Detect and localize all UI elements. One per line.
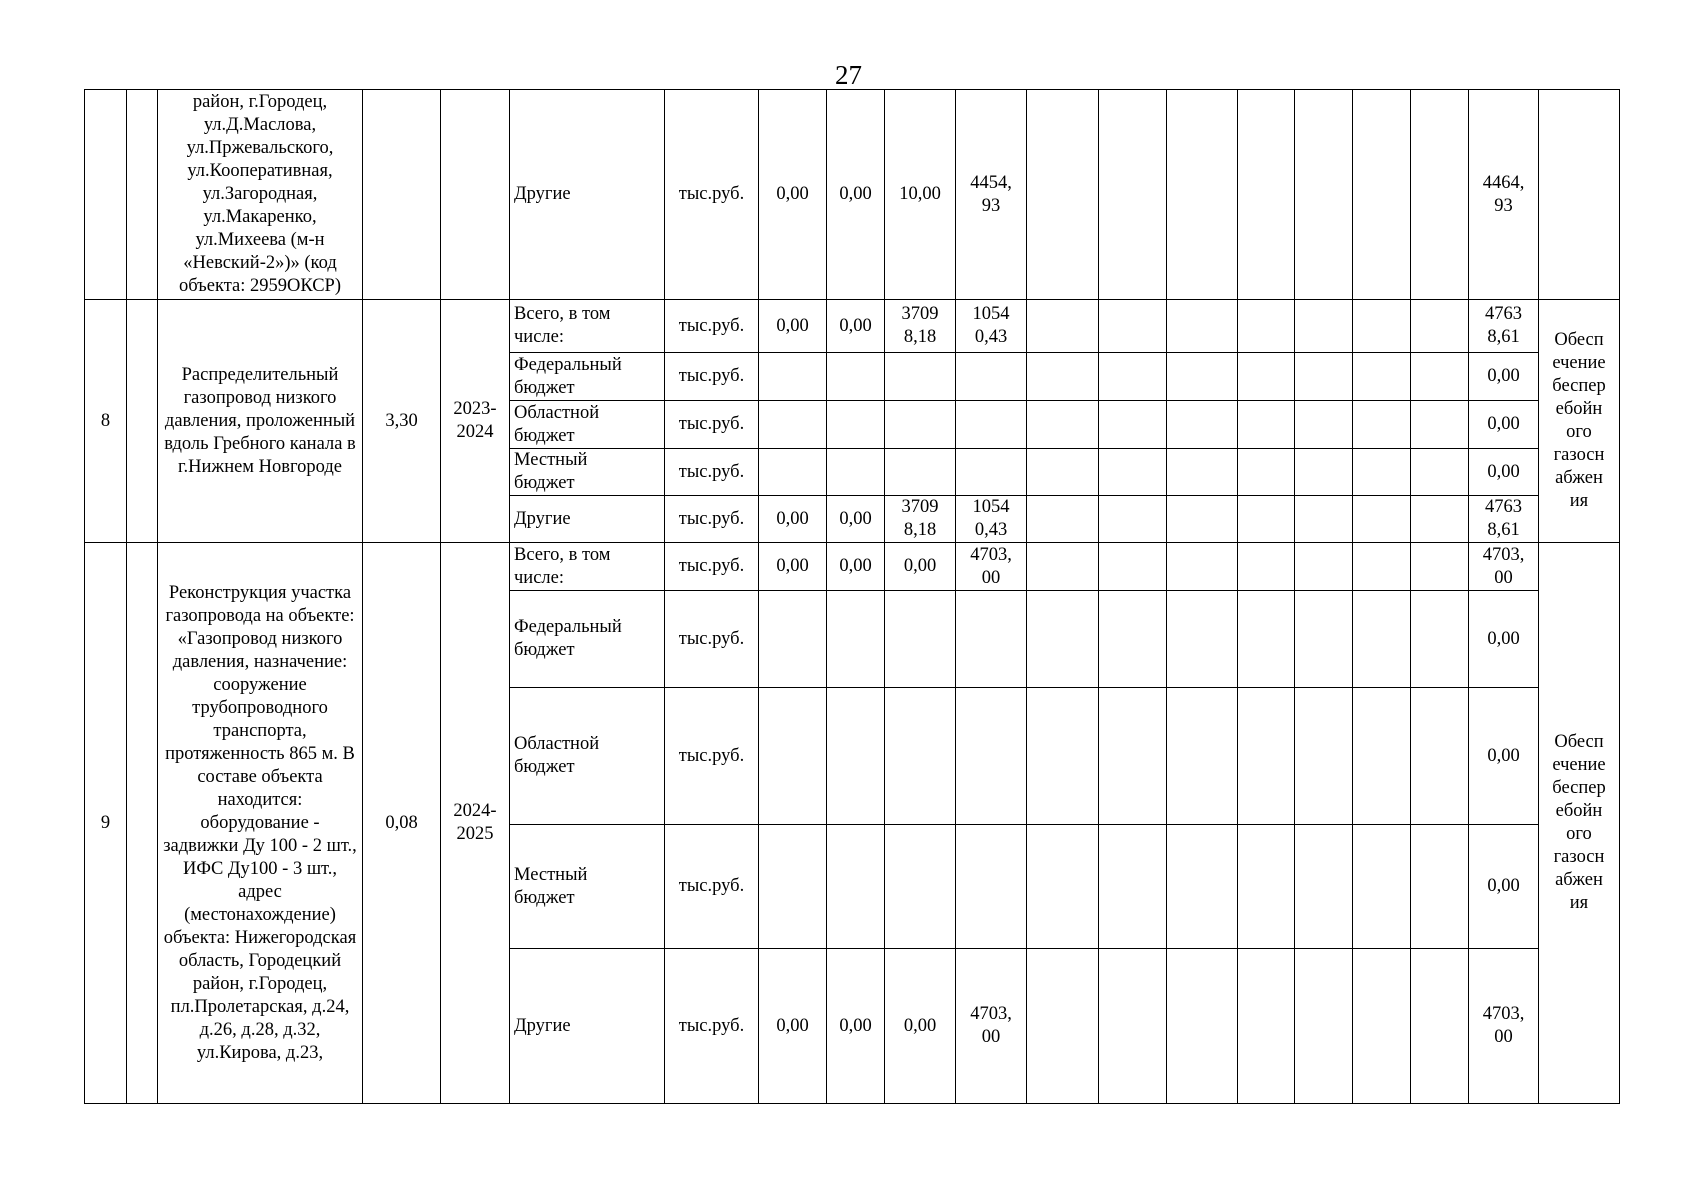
empty-cell [827, 591, 885, 688]
empty-cell [1353, 300, 1411, 353]
funding-source-cell: Другие [510, 496, 665, 543]
empty-cell [1099, 300, 1167, 353]
empty-cell [127, 90, 158, 300]
empty-cell [1411, 401, 1469, 449]
unit-cell: тыс.руб. [665, 300, 759, 353]
empty-cell [1353, 449, 1411, 496]
empty-cell [885, 401, 956, 449]
empty-cell [1238, 449, 1295, 496]
total-cell: 4763 8,61 [1469, 496, 1539, 543]
empty-cell [1167, 496, 1238, 543]
empty-cell [1411, 949, 1469, 1104]
unit-cell: тыс.руб. [665, 449, 759, 496]
empty-cell [1238, 591, 1295, 688]
empty-cell [1027, 300, 1099, 353]
result-cell [1539, 90, 1620, 300]
value-cell: 4703, 00 [956, 543, 1027, 591]
empty-cell [956, 401, 1027, 449]
empty-cell [1295, 949, 1353, 1104]
unit-cell: тыс.руб. [665, 825, 759, 949]
funding-source-cell: Федеральный бюджет [510, 591, 665, 688]
empty-cell [1167, 300, 1238, 353]
total-cell: 4703, 00 [1469, 543, 1539, 591]
empty-cell [1295, 591, 1353, 688]
row-number-cell: 9 [85, 543, 127, 1104]
empty-cell [1099, 353, 1167, 401]
value-cell: 0,00 [885, 543, 956, 591]
value-cell: 0,00 [759, 543, 827, 591]
period-cell [441, 90, 510, 300]
empty-cell [1411, 300, 1469, 353]
empty-cell [1027, 496, 1099, 543]
empty-cell [1295, 496, 1353, 543]
empty-cell [1238, 825, 1295, 949]
empty-cell [1353, 591, 1411, 688]
unit-cell: тыс.руб. [665, 591, 759, 688]
empty-cell [1099, 825, 1167, 949]
funding-source-cell: Всего, в том числе: [510, 543, 665, 591]
unit-cell: тыс.руб. [665, 401, 759, 449]
value-cell: 0,00 [885, 949, 956, 1104]
empty-cell [1411, 825, 1469, 949]
table-row [85, 90, 1620, 300]
empty-cell [1295, 449, 1353, 496]
empty-cell [759, 353, 827, 401]
value-cell: 0,00 [759, 300, 827, 353]
empty-cell [1411, 353, 1469, 401]
empty-cell [885, 449, 956, 496]
empty-cell [1099, 401, 1167, 449]
value-cell: 10,00 [885, 90, 956, 300]
empty-cell [759, 401, 827, 449]
total-cell: 0,00 [1469, 688, 1539, 825]
value-cell: 1054 0,43 [956, 300, 1027, 353]
capacity-cell: 0,08 [363, 543, 441, 1104]
total-cell: 0,00 [1469, 449, 1539, 496]
unit-cell: тыс.руб. [665, 353, 759, 401]
funding-source-cell: Местный бюджет [510, 825, 665, 949]
unit-cell: тыс.руб. [665, 949, 759, 1104]
value-cell: 0,00 [827, 300, 885, 353]
value-cell: 3709 8,18 [885, 300, 956, 353]
value-cell: 4703, 00 [956, 949, 1027, 1104]
total-cell: 0,00 [1469, 591, 1539, 688]
funding-source-cell: Другие [510, 949, 665, 1104]
object-description-cell: район, г.Городец, ул.Д.Маслова, ул.Пржевальского, ул.Кооперативная, ул.Загородная, ул.Макаренко, ул.Михеева (м-н «Невский-2»)» (код объекта: 2959ОКСР) [158, 90, 363, 300]
total-cell: 0,00 [1469, 353, 1539, 401]
row-number-cell: 8 [85, 300, 127, 543]
empty-cell [1238, 90, 1295, 300]
capacity-cell [363, 90, 441, 300]
total-cell: 0,00 [1469, 401, 1539, 449]
empty-cell [1295, 353, 1353, 401]
value-cell: 3709 8,18 [885, 496, 956, 543]
table-row [85, 543, 1620, 591]
empty-cell [1167, 353, 1238, 401]
empty-cell [1099, 496, 1167, 543]
empty-cell [1167, 90, 1238, 300]
unit-cell: тыс.руб. [665, 543, 759, 591]
empty-cell [1027, 401, 1099, 449]
empty-cell [885, 688, 956, 825]
total-cell: 4703, 00 [1469, 949, 1539, 1104]
empty-cell [1099, 543, 1167, 591]
funding-source-cell: Федеральный бюджет [510, 353, 665, 401]
total-cell: 4763 8,61 [1469, 300, 1539, 353]
empty-cell [885, 825, 956, 949]
empty-cell [1411, 591, 1469, 688]
unit-cell: тыс.руб. [665, 496, 759, 543]
empty-cell [1353, 401, 1411, 449]
funding-source-cell: Местный бюджет [510, 449, 665, 496]
value-cell: 1054 0,43 [956, 496, 1027, 543]
empty-cell [1027, 825, 1099, 949]
empty-cell [1099, 688, 1167, 825]
empty-cell [956, 591, 1027, 688]
empty-cell [1238, 300, 1295, 353]
empty-cell [1167, 543, 1238, 591]
empty-cell [1295, 688, 1353, 825]
empty-cell [885, 591, 956, 688]
empty-cell [956, 353, 1027, 401]
empty-cell [1027, 543, 1099, 591]
funding-source-cell: Областной бюджет [510, 401, 665, 449]
empty-cell [1295, 300, 1353, 353]
page-number: 27 [835, 60, 862, 90]
empty-cell [759, 591, 827, 688]
empty-cell [1167, 949, 1238, 1104]
value-cell: 0,00 [759, 90, 827, 300]
empty-cell [1027, 90, 1099, 300]
empty-cell [1295, 825, 1353, 949]
empty-cell [1238, 496, 1295, 543]
row-number-cell [85, 90, 127, 300]
object-description-cell: Распределительный газопровод низкого давления, проложенный вдоль Гребного канала в г.Нижнем Новгороде [158, 300, 363, 543]
financing-table [84, 89, 1620, 1104]
empty-cell [1099, 90, 1167, 300]
table-row [85, 300, 1620, 353]
result-cell: Обесп ечение беспер ебойн ого газосн абжен ия [1539, 543, 1620, 1104]
empty-cell [1238, 543, 1295, 591]
funding-source-cell: Областной бюджет [510, 688, 665, 825]
total-cell: 0,00 [1469, 825, 1539, 949]
unit-cell: тыс.руб. [665, 90, 759, 300]
empty-cell [1167, 449, 1238, 496]
empty-cell [1295, 90, 1353, 300]
empty-cell [759, 825, 827, 949]
empty-cell [827, 688, 885, 825]
empty-cell [956, 825, 1027, 949]
empty-cell [1167, 688, 1238, 825]
value-cell: 0,00 [827, 949, 885, 1104]
empty-cell [1353, 543, 1411, 591]
funding-source-cell: Всего, в том числе: [510, 300, 665, 353]
empty-cell [885, 353, 956, 401]
empty-cell [1167, 591, 1238, 688]
value-cell: 4454, 93 [956, 90, 1027, 300]
empty-cell [1027, 591, 1099, 688]
empty-cell [827, 825, 885, 949]
empty-cell [127, 300, 158, 543]
empty-cell [759, 449, 827, 496]
period-cell: 2024- 2025 [441, 543, 510, 1104]
object-description-cell: Реконструкция участка газопровода на объекте: «Газопровод низкого давления, назначение: сооружение трубопроводного транспорта, протяженность 865 м. В составе объекта находится: оборудование - задвижки Ду 100 - 2 шт., ИФС Ду100 - 3 шт., адрес (местонахождение) объекта: Нижегородская область, Городецкий район, г.Городец, пл.Пролетарская, д.24, д.26, д.28, д.32, ул.Кирова, д.23, [158, 543, 363, 1104]
empty-cell [1411, 496, 1469, 543]
empty-cell [1027, 449, 1099, 496]
empty-cell [1099, 591, 1167, 688]
value-cell: 0,00 [827, 543, 885, 591]
empty-cell [1238, 401, 1295, 449]
value-cell: 0,00 [827, 90, 885, 300]
empty-cell [1027, 353, 1099, 401]
empty-cell [1353, 949, 1411, 1104]
empty-cell [1167, 401, 1238, 449]
empty-cell [1238, 949, 1295, 1104]
empty-cell [127, 543, 158, 1104]
empty-cell [956, 449, 1027, 496]
empty-cell [1027, 688, 1099, 825]
result-cell: Обесп ечение беспер ебойн ого газосн абжен ия [1539, 300, 1620, 543]
empty-cell [827, 449, 885, 496]
value-cell: 0,00 [827, 496, 885, 543]
empty-cell [1353, 353, 1411, 401]
empty-cell [1167, 825, 1238, 949]
empty-cell [1295, 401, 1353, 449]
empty-cell [827, 401, 885, 449]
unit-cell: тыс.руб. [665, 688, 759, 825]
empty-cell [1238, 688, 1295, 825]
empty-cell [1099, 449, 1167, 496]
total-cell: 4464, 93 [1469, 90, 1539, 300]
capacity-cell: 3,30 [363, 300, 441, 543]
empty-cell [759, 688, 827, 825]
value-cell: 0,00 [759, 496, 827, 543]
empty-cell [1411, 688, 1469, 825]
empty-cell [956, 688, 1027, 825]
empty-cell [1027, 949, 1099, 1104]
empty-cell [827, 353, 885, 401]
empty-cell [1353, 688, 1411, 825]
empty-cell [1238, 353, 1295, 401]
empty-cell [1353, 496, 1411, 543]
empty-cell [1411, 90, 1469, 300]
empty-cell [1353, 825, 1411, 949]
empty-cell [1353, 90, 1411, 300]
empty-cell [1295, 543, 1353, 591]
period-cell: 2023- 2024 [441, 300, 510, 543]
value-cell: 0,00 [759, 949, 827, 1104]
empty-cell [1411, 449, 1469, 496]
empty-cell [1099, 949, 1167, 1104]
empty-cell [1411, 543, 1469, 591]
funding-source-cell: Другие [510, 90, 665, 300]
